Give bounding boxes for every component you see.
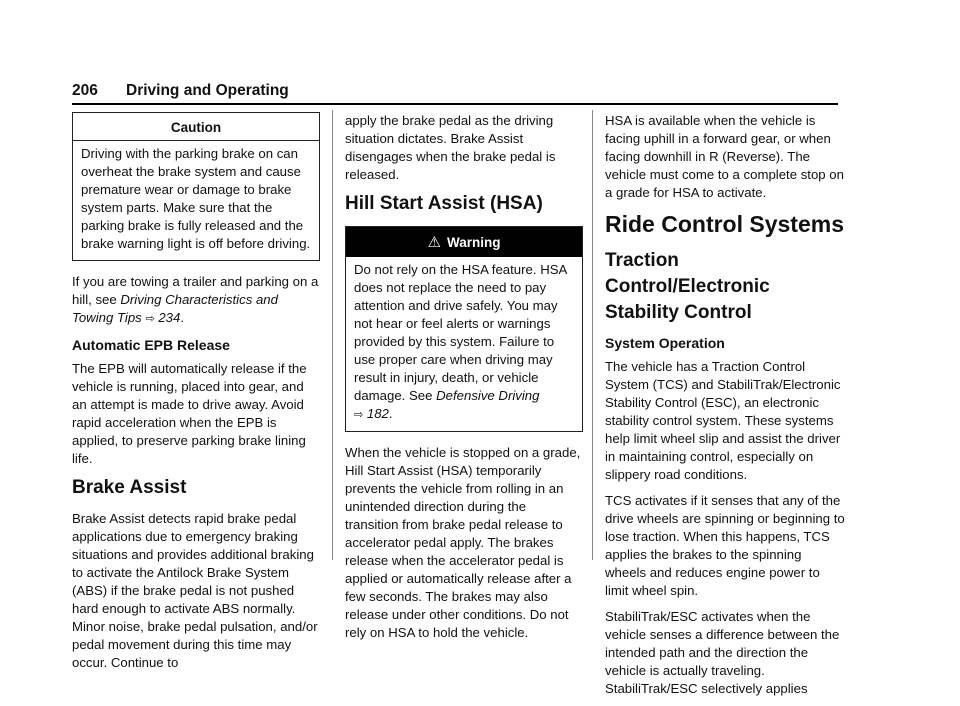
column-3 bbox=[605, 112, 845, 706]
brake-assist-continued: apply the brake pedal as the driving situation dictates. Brake Assist disengages when the brake pedal is released. bbox=[345, 113, 556, 182]
caution-box bbox=[72, 112, 320, 261]
epb-text: The EPB will automatically release if the vehicle is running, placed into gear, and an attempt is made to drive away. Avoid rapid acceleration when the EPB is applied, to preserve parking brake lining life. bbox=[72, 361, 307, 466]
system-operation-p1: The vehicle has a Traction Control System (TCS) and StabiliTrak/Electronic Stability Control (ESC), an electronic stability control system. These systems help limit wheel slip and assist the driver in maintaining control, especially on slippery road conditions. bbox=[605, 359, 841, 482]
column-divider bbox=[592, 110, 593, 560]
warning-text: Do not rely on the HSA feature. HSA does not replace the need to pay attention and drive safely. You may not hear or feel alerts or warnings provided by this system. Failure to use proper care when driving may result in injury, death, or vehicle damage. See Defensive Driving ⇨ 182. bbox=[354, 262, 567, 421]
page-number: 206 bbox=[72, 82, 98, 99]
caution-title: Caution bbox=[73, 113, 319, 141]
column-1 bbox=[72, 112, 320, 680]
system-operation-p3: StabiliTrak/ESC activates when the vehicle senses a difference between the intended path and the direction the vehicle is actually traveling. StabiliTrak/ESC selectively applies bbox=[605, 609, 840, 696]
ride-control-heading: Ride Control Systems bbox=[605, 211, 844, 237]
traction-control-heading: Traction Control/Electronic Stability Control bbox=[605, 250, 770, 323]
column-divider bbox=[332, 110, 333, 560]
page-ref-arrow-icon: ⇨ bbox=[354, 409, 364, 421]
section-title: Driving and Operating bbox=[126, 82, 289, 99]
towing-page-ref[interactable]: 234 bbox=[158, 310, 181, 325]
warning-page-ref[interactable]: 182 bbox=[366, 406, 389, 421]
hsa-text: When the vehicle is stopped on a grade, Hill Start Assist (HSA) temporarily prevents the vehicle from rolling in an unintended direction during the transition from brake pedal release to accelerator pedal apply. The brakes release when the accelerator pedal is applied or automatically release after a few seconds. The brakes may also release under other conditions. Do not rely on HSA to hold the vehicle. bbox=[345, 445, 581, 640]
brake-assist-heading: Brake Assist bbox=[72, 477, 187, 498]
warning-title: Warning bbox=[446, 235, 501, 250]
header-rule bbox=[72, 103, 838, 105]
warning-box bbox=[345, 226, 583, 432]
page-ref-arrow-icon: ⇨ bbox=[145, 313, 155, 325]
towing-link[interactable]: Driving Characteristics and Towing Tips bbox=[72, 292, 278, 325]
warning-triangle-icon: ⚠ bbox=[427, 234, 441, 251]
epb-heading: Automatic EPB Release bbox=[72, 337, 230, 353]
warning-header bbox=[346, 227, 582, 257]
system-operation-p2: TCS activates if it senses that any of the drive wheels are spinning or beginning to lose traction. When this happens, TCS applies the brakes to the spinning wheels and reduces engine power to limit wheel spin. bbox=[605, 493, 845, 598]
caution-text: Driving with the parking brake on can overheat the brake system and cause premature wear or damage to brake system parts. Make sure that the parking brake is fully released and the brake warning light is off before driving. bbox=[81, 146, 311, 251]
towing-paragraph: If you are towing a trailer and parking on a hill, see Driving Characteristics and Towing Tips ⇨ 234. bbox=[72, 274, 319, 325]
brake-assist-text: Brake Assist detects rapid brake pedal applications due to emergency braking situations and provides additional braking to activate the Antilock Brake System (ABS) if the brake pedal is not pushed hard enough to activate ABS normally. Minor noise, brake pedal pulsation, and/or pedal movement during this time may occur. Continue to bbox=[72, 511, 318, 670]
hsa-continued: HSA is available when the vehicle is facing uphill in a forward gear, or when facing downhill in R (Reverse). The vehicle must come to a complete stop on a grade for HSA to activate. bbox=[605, 113, 844, 200]
hsa-heading: Hill Start Assist (HSA) bbox=[345, 193, 543, 214]
defensive-driving-link[interactable]: Defensive Driving bbox=[436, 388, 540, 403]
system-operation-heading: System Operation bbox=[605, 335, 725, 351]
column-2 bbox=[345, 112, 583, 650]
